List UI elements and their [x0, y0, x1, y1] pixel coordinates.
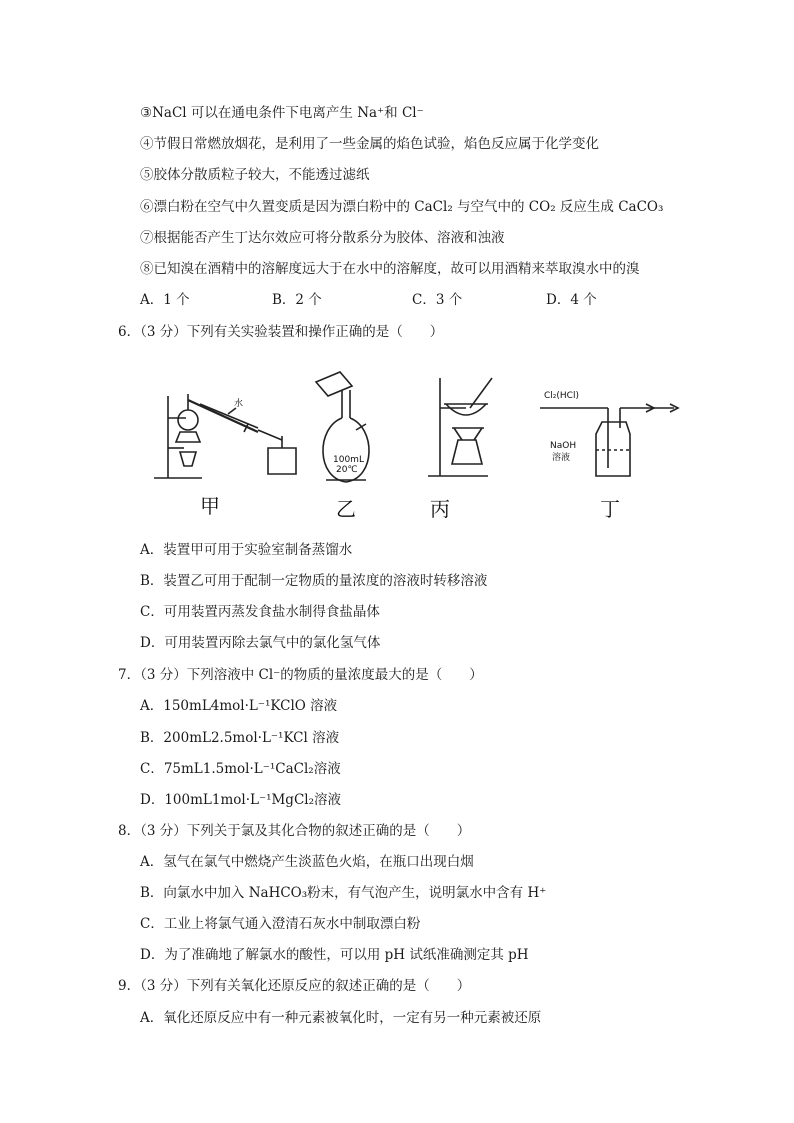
item-7: ⑦根据能否产生丁达尔效应可将分散系分为胶体、溶液和浊液	[140, 230, 505, 246]
item-8: ⑧已知溴在酒精中的溶解度远大于在水中的溶解度，故可以用酒精来萃取溴水中的溴	[140, 261, 640, 277]
q7-option-d: D．100mL1mol·L⁻¹MgCl₂溶液	[140, 792, 342, 808]
prev-option-d: D．4 个	[546, 292, 597, 308]
q7-option-c: C．75mL1.5mol·L⁻¹CaCl₂溶液	[140, 761, 341, 777]
q9-stem: 9．（3 分）下列有关氧化还原反应的叙述正确的是（ ）	[118, 978, 471, 994]
q8-option-c: C．工业上将氯气通入澄清石灰水中制取漂白粉	[140, 916, 421, 932]
prev-option-a: A．1 个	[140, 292, 190, 308]
q8-option-b: B．向氯水中加入 NaHCO₃粉末，有气泡产生，说明氯水中含有 H⁺	[140, 885, 547, 901]
item-5: ⑤胶体分散质粒子较大，不能透过滤纸	[140, 167, 370, 183]
caption-ding: 丁	[600, 497, 620, 521]
q6-option-a: A．装置甲可用于实验室制备蒸馏水	[140, 542, 353, 558]
caption-bing: 丙	[430, 497, 450, 521]
q6-option-c: C．可用装置丙蒸发食盐水制得食盐晶体	[140, 604, 380, 620]
item-4: ④节假日常燃放烟花，是利用了一些金属的焰色试验，焰色反应属于化学变化	[140, 136, 599, 152]
apparatus-figure	[140, 368, 700, 524]
item-3: ③NaCl 可以在通电条件下电离产生 Na⁺和 Cl⁻	[140, 105, 424, 121]
flask-volume-label: 100mL	[333, 455, 364, 465]
q8-option-a: A．氢气在氯气中燃烧产生淡蓝色火焰，在瓶口出现白烟	[140, 854, 474, 870]
water-label: 水	[234, 399, 244, 409]
q6-stem: 6．（3 分）下列有关实验装置和操作正确的是（ ）	[118, 324, 444, 340]
caption-yi: 乙	[336, 497, 356, 521]
prev-option-c: C．3 个	[412, 292, 463, 308]
prev-option-b: B．2 个	[272, 292, 322, 308]
q8-stem: 8．（3 分）下列关于氯及其化合物的叙述正确的是（ ）	[118, 823, 471, 839]
q7-option-b: B．200mL2.5mol·L⁻¹KCl 溶液	[140, 730, 340, 746]
gas-label: Cl₂(HCl)	[544, 391, 579, 401]
item-6: ⑥漂白粉在空气中久置变质是因为漂白粉中的 CaCl₂ 与空气中的 CO₂ 反应生成 CaCO₃	[140, 199, 664, 215]
apparatus-jia	[154, 394, 296, 478]
q7-option-a: A．150mL4mol·L⁻¹KClO 溶液	[140, 698, 338, 714]
solution-label: 溶液	[552, 453, 571, 463]
caption-jia: 甲	[200, 494, 220, 518]
apparatus-bing	[428, 378, 492, 476]
naoh-label: NaOH	[550, 441, 577, 451]
q8-option-d: D．为了准确地了解氯水的酸性，可以用 pH 试纸准确测定其 pH	[140, 947, 529, 963]
flask-temp-label: 20℃	[336, 465, 358, 475]
q6-option-b: B．装置乙可用于配制一定物质的量浓度的溶液时转移溶液	[140, 573, 488, 589]
q6-option-d: D．可用装置丙除去氯气中的氯化氢气体	[140, 635, 381, 651]
q7-stem: 7．（3 分）下列溶液中 Cl⁻的物质的量浓度最大的是（ ）	[118, 667, 483, 683]
q9-option-a: A．氧化还原反应中有一种元素被氧化时，一定有另一种元素被还原	[140, 1010, 542, 1026]
apparatus-ding	[540, 404, 678, 476]
